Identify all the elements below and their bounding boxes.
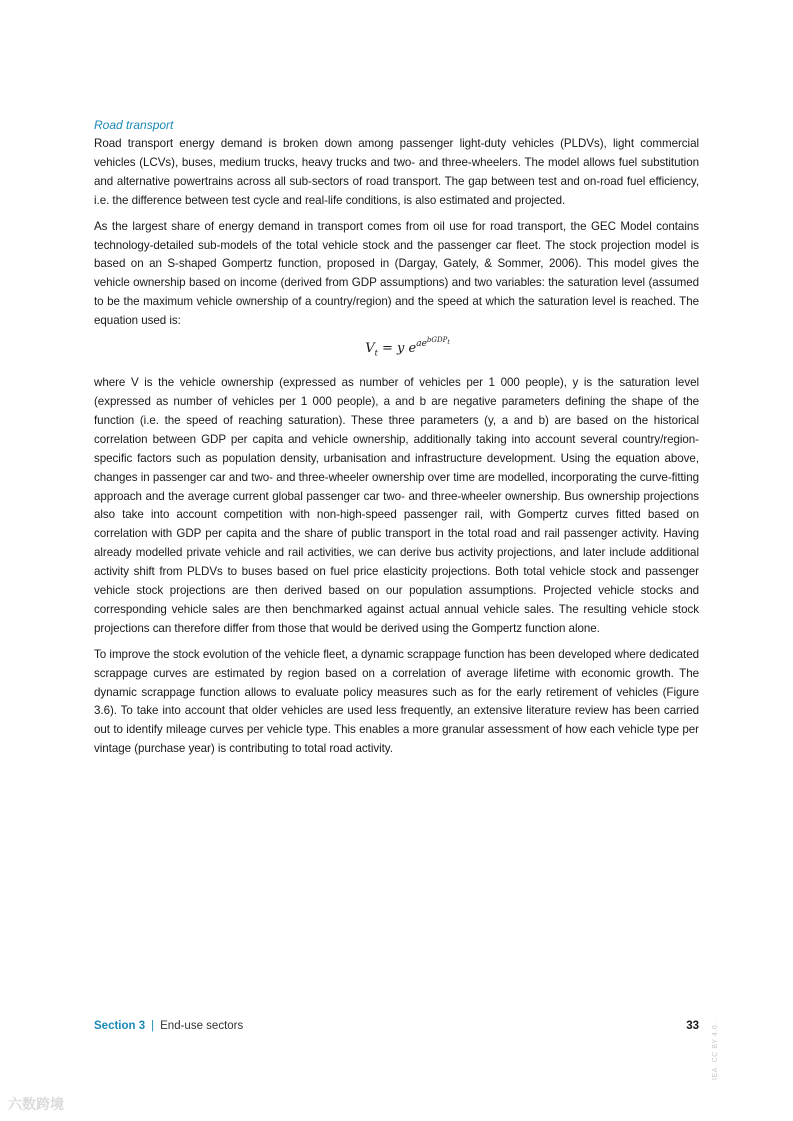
equation-exponent-b-subscript: t bbox=[447, 339, 450, 347]
equation-exponent-a: ae bbox=[416, 339, 427, 350]
footer-section-title: End-use sectors bbox=[160, 1020, 244, 1032]
equation-exponent-b: bGDP bbox=[426, 336, 448, 345]
equation-rhs-base: y e bbox=[397, 341, 417, 357]
paragraph-road-transport-intro: Road transport energy demand is broken down among passenger light-duty vehicles (PLDVs), light commercial vehicles (LCVs), buses, medium trucks, heavy trucks and two- and three-wheelers. The model allows fuel substitution and alternative powertrains across all sub-sectors of road transport. The gap between test and on-road fuel efficiency, i.e. the difference between test cycle and real-life conditions, is also estimated and projected. bbox=[94, 137, 699, 207]
page-number: 33 bbox=[686, 1020, 699, 1032]
page-footer bbox=[94, 1020, 699, 1036]
license-notice: IEA. CC BY 4.0. bbox=[712, 1022, 719, 1080]
watermark-logo: 六数跨境 bbox=[8, 1096, 64, 1112]
equation-equals: = bbox=[382, 341, 393, 357]
equation-lhs: V bbox=[365, 341, 375, 357]
footer-separator: | bbox=[151, 1020, 155, 1032]
footer-section-label: Section 3 bbox=[94, 1020, 146, 1032]
gompertz-equation bbox=[94, 338, 699, 368]
equation-lhs-subscript: t bbox=[374, 348, 378, 358]
paragraph-scrappage-function: To improve the stock evolution of the vehicle fleet, a dynamic scrappage function has been developed where dedicated scrappage curves are estimated by region based on a correlation of average lifetime with economic growth. The dynamic scrappage function allows to evaluate policy measures such as for the early retirement of vehicles (Figure 3.6). To take into account that older vehicles are used less frequently, an extensive literature review has been carried out to identify mileage curves per vehicle type. This enables a more granular assessment of how each vehicle type per vintage (purchase year) is contributing to total road activity. bbox=[94, 647, 699, 756]
paragraph-equation-explanation: where V is the vehicle ownership (expressed as number of vehicles per 1 000 people), y is the saturation level (expressed as number of vehicles per 1 000 people), a and b are negative parameters defining the shape of the function (i.e. the speed of reaching saturation). These three parameters (y, a and b) are based on the historical correlation between GDP per capita and vehicle ownership, additionally taking into account several country/region-specific factors such as population density, urbanisation and infrastructure development. Using the equation above, changes in passenger car and two- and three-wheeler ownership over time are modelled, incorporating the curve-fitting approach and the average current global passenger car two- and three-wheeler ownership. Bus ownership projections also take into account competition with non-high-speed passenger rail, with Gompertz curves fitted based on correlation with GDP per capita and the share of public transport in the total road and rail passenger activity. Having already modelled private vehicle and rail activities, we can derive bus activity projections, and later include additional activity shift from PLDVs to buses based on fuel price elasticity projections. Both total vehicle stock and passenger vehicle stock projections are then derived based on our population assumptions. Projected vehicle stocks and corresponding vehicle sales are then benchmarked against actual annual vehicle sales. The resulting vehicle stock projections can therefore differ from those that would be derived using the Gompertz function alone. bbox=[94, 376, 699, 635]
main-content bbox=[94, 116, 699, 766]
paragraph-gec-model: As the largest share of energy demand in transport comes from oil use for road transport, the GEC Model contains technology-detailed sub-models of the total vehicle stock and the passenger car fleet. The stock projection model is based on an S-shaped Gompertz function, proposed in (Dargay, Gately, & Sommer, 2006). This model gives the vehicle ownership based on income (derived from GDP assumptions) and two variables: the saturation level (assumed to be the maximum vehicle ownership of a country/region) and the speed at which the saturation level is reached. The equation used is: bbox=[94, 219, 699, 328]
section-heading: Road transport bbox=[94, 118, 174, 132]
